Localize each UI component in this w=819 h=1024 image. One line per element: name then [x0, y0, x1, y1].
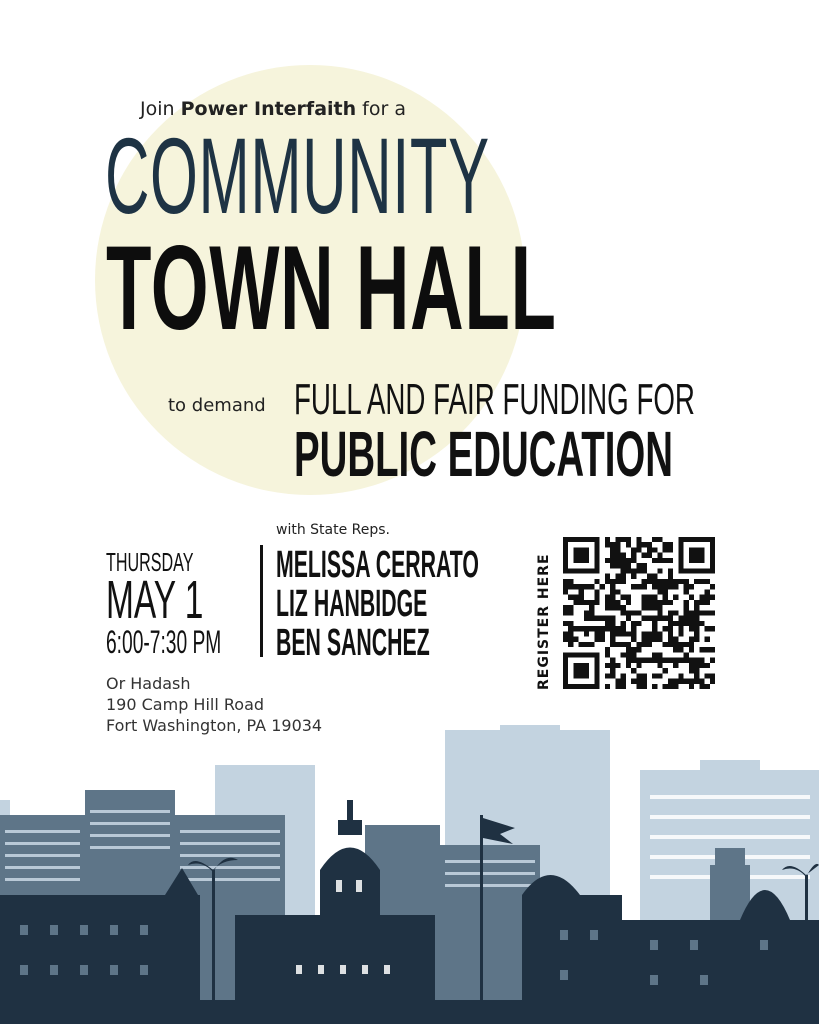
demand-prefix: to demand	[168, 395, 266, 416]
rep-name: MELISSA CERRATO	[276, 544, 479, 586]
reps-intro: with State Reps.	[276, 522, 391, 538]
event-day: THURSDAY	[106, 547, 194, 577]
venue-street: 190 Camp Hill Road	[106, 695, 265, 714]
venue-name: Or Hadash	[106, 674, 191, 693]
organizer-name: Power Interfaith	[180, 98, 357, 120]
register-label: REGISTER HERE	[536, 553, 552, 690]
city-skyline	[0, 720, 819, 1024]
event-date: MAY 1	[106, 570, 204, 630]
divider	[260, 545, 263, 657]
qr-code-icon[interactable]	[563, 537, 715, 689]
intro-prefix: Join	[140, 98, 181, 120]
venue-city: Fort Washington, PA 19034	[106, 716, 323, 735]
demand-line-2: PUBLIC EDUCATION	[294, 418, 674, 490]
intro-suffix: for a	[356, 98, 406, 120]
event-time: 6:00-7:30 PM	[106, 624, 222, 660]
title-town-hall: TOWN HALL	[106, 221, 557, 355]
title-community: COMMUNITY	[105, 115, 490, 236]
rep-name: LIZ HANBIDGE	[276, 583, 428, 625]
demand-line-1: FULL AND FAIR FUNDING FOR	[294, 375, 695, 424]
rep-name: BEN SANCHEZ	[276, 622, 430, 664]
